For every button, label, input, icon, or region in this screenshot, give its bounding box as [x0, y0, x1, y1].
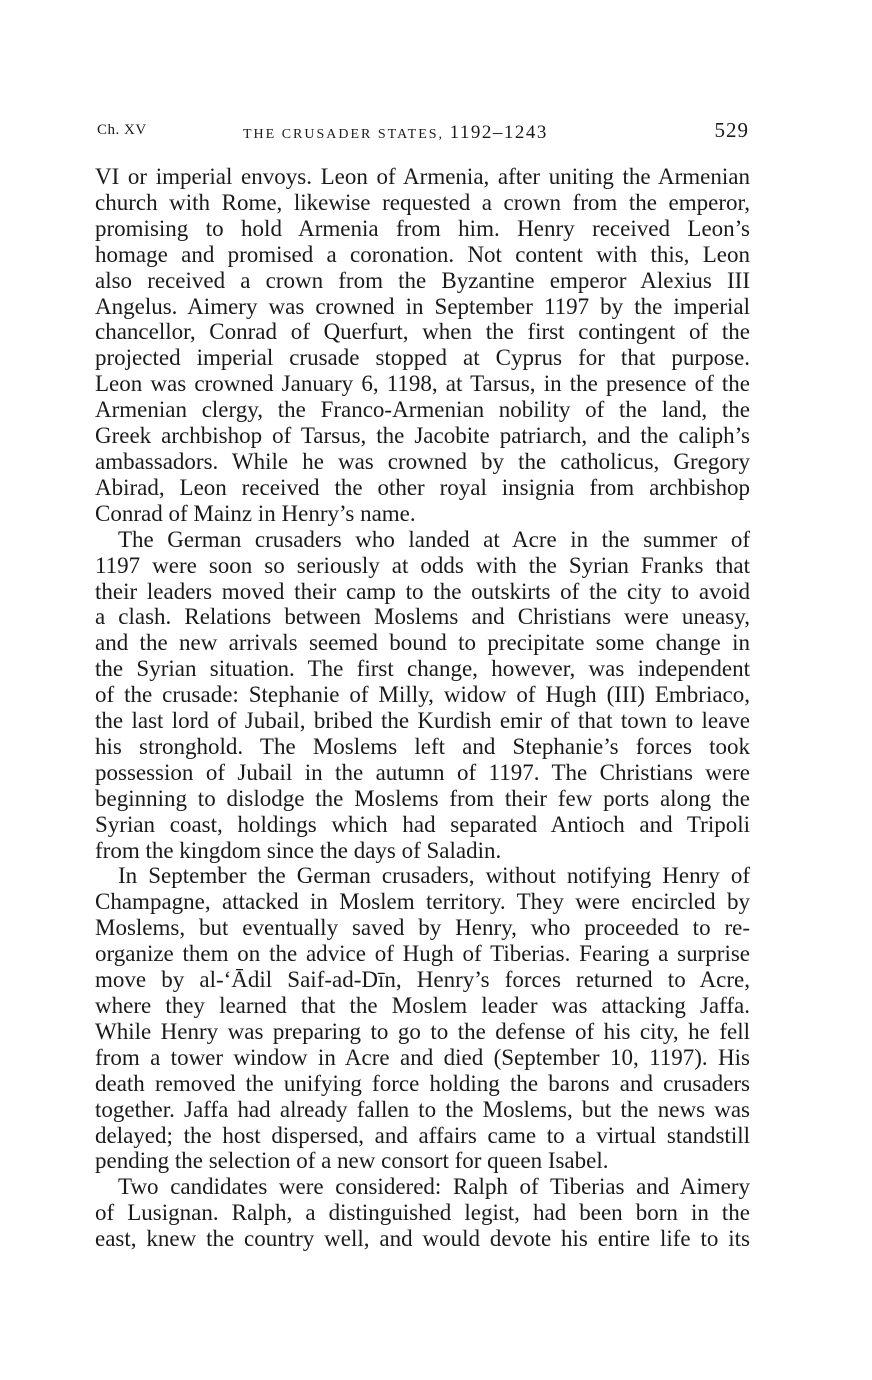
paragraph [95, 863, 750, 1174]
text-line: The German crusaders who landed at Acre in the summer of [118, 526, 750, 552]
paragraph [95, 527, 750, 864]
text-line: Greek archbishop of Tarsus, the Jacobite patriarch, and the caliph’s [95, 423, 750, 449]
running-title-text: THE CRUSADER STATES, [243, 127, 450, 142]
text-line: from a tower window in Acre and died (September 10, 1197). His [95, 1044, 750, 1070]
text-line: beginning to dislodge the Moslems from their few ports along the [95, 785, 750, 811]
chapter-label: Ch. XV [97, 122, 147, 138]
paragraph [95, 164, 750, 527]
text-line: Armenian clergy, the Franco-Armenian nobility of the land, the [95, 397, 750, 423]
text-line: Syrian coast, holdings which had separated Antioch and Tripoli [95, 811, 750, 837]
text-line: delayed; the host dispersed, and affairs came to a virtual standstill [95, 1122, 750, 1148]
running-title-years: 1192–1243 [449, 122, 548, 143]
text-line: Moslems, but eventually saved by Henry, who proceeded to re- [95, 915, 750, 941]
text-line: death removed the unifying force holding the barons and crusaders [95, 1070, 750, 1096]
text-line: pending the selection of a new consort for queen Isabel. [95, 1148, 609, 1174]
running-title [243, 122, 548, 144]
text-line: also received a crown from the Byzantine emperor Alexius III [95, 267, 750, 293]
body-text [95, 164, 750, 1252]
text-line: a clash. Relations between Moslems and Christians were uneasy, [95, 604, 750, 630]
text-line: Conrad of Mainz in Henry’s name. [95, 500, 416, 526]
text-line: possession of Jubail in the autumn of 1197. The Christians were [95, 759, 750, 785]
text-line: While Henry was preparing to go to the defense of his city, he fell [95, 1018, 750, 1044]
text-line: homage and promised a coronation. Not content with this, Leon [95, 241, 750, 267]
text-line: Leon was crowned January 6, 1198, at Tarsus, in the presence of the [95, 371, 750, 397]
text-line: east, knew the country well, and would devote his entire life to its [95, 1226, 750, 1252]
running-head [97, 118, 749, 144]
text-line: together. Jaffa had already fallen to the Moslems, but the news was [95, 1096, 750, 1122]
text-line: chancellor, Conrad of Querfurt, when the first contingent of the [95, 319, 750, 345]
text-line: 1197 were soon so seriously at odds with the Syrian Franks that [95, 552, 750, 578]
text-line: Champagne, attacked in Moslem territory. They were encircled by [95, 889, 750, 915]
paragraph [95, 1174, 750, 1252]
text-line: the Syrian situation. The first change, however, was independent [95, 656, 750, 682]
text-line: VI or imperial envoys. Leon of Armenia, after uniting the Armenian [95, 164, 750, 189]
text-line: projected imperial crusade stopped at Cyprus for that purpose. [95, 345, 750, 371]
text-line: and the new arrivals seemed bound to precipitate some change in [95, 630, 750, 656]
text-line: where they learned that the Moslem leader was attacking Jaffa. [95, 993, 750, 1018]
text-line: organize them on the advice of Hugh of Tiberias. Fearing a surprise [95, 941, 750, 967]
text-line: Two candidates were considered: Ralph of Tiberias and Aimery [118, 1174, 750, 1200]
page-number: 529 [714, 118, 749, 142]
text-line: Abirad, Leon received the other royal insignia from archbishop [95, 474, 750, 500]
text-line: the last lord of Jubail, bribed the Kurdish emir of that town to leave [95, 708, 750, 734]
text-line: from the kingdom since the days of Saladin. [95, 837, 502, 863]
text-line: their leaders moved their camp to the outskirts of the city to avoid [95, 578, 750, 604]
text-line: of Lusignan. Ralph, a distinguished legist, had been born in the [95, 1200, 750, 1226]
text-line: promising to hold Armenia from him. Henry received Leon’s [95, 215, 750, 241]
text-line: In September the German crusaders, without notifying Henry of [118, 863, 750, 889]
text-line: move by al-‘Ādil Saif-ad-Dīn, Henry’s forces returned to Acre, [95, 967, 750, 993]
text-line: Angelus. Aimery was crowned in September 1197 by the imperial [95, 293, 750, 319]
text-line: ambassadors. While he was crowned by the catholicus, Gregory [95, 448, 750, 474]
text-line: his stronghold. The Moslems left and Stephanie’s forces took [95, 733, 750, 759]
text-line: of the crusade: Stephanie of Milly, widow of Hugh (III) Embriaco, [95, 682, 750, 708]
text-line: church with Rome, likewise requested a crown from the emperor, [95, 189, 750, 215]
